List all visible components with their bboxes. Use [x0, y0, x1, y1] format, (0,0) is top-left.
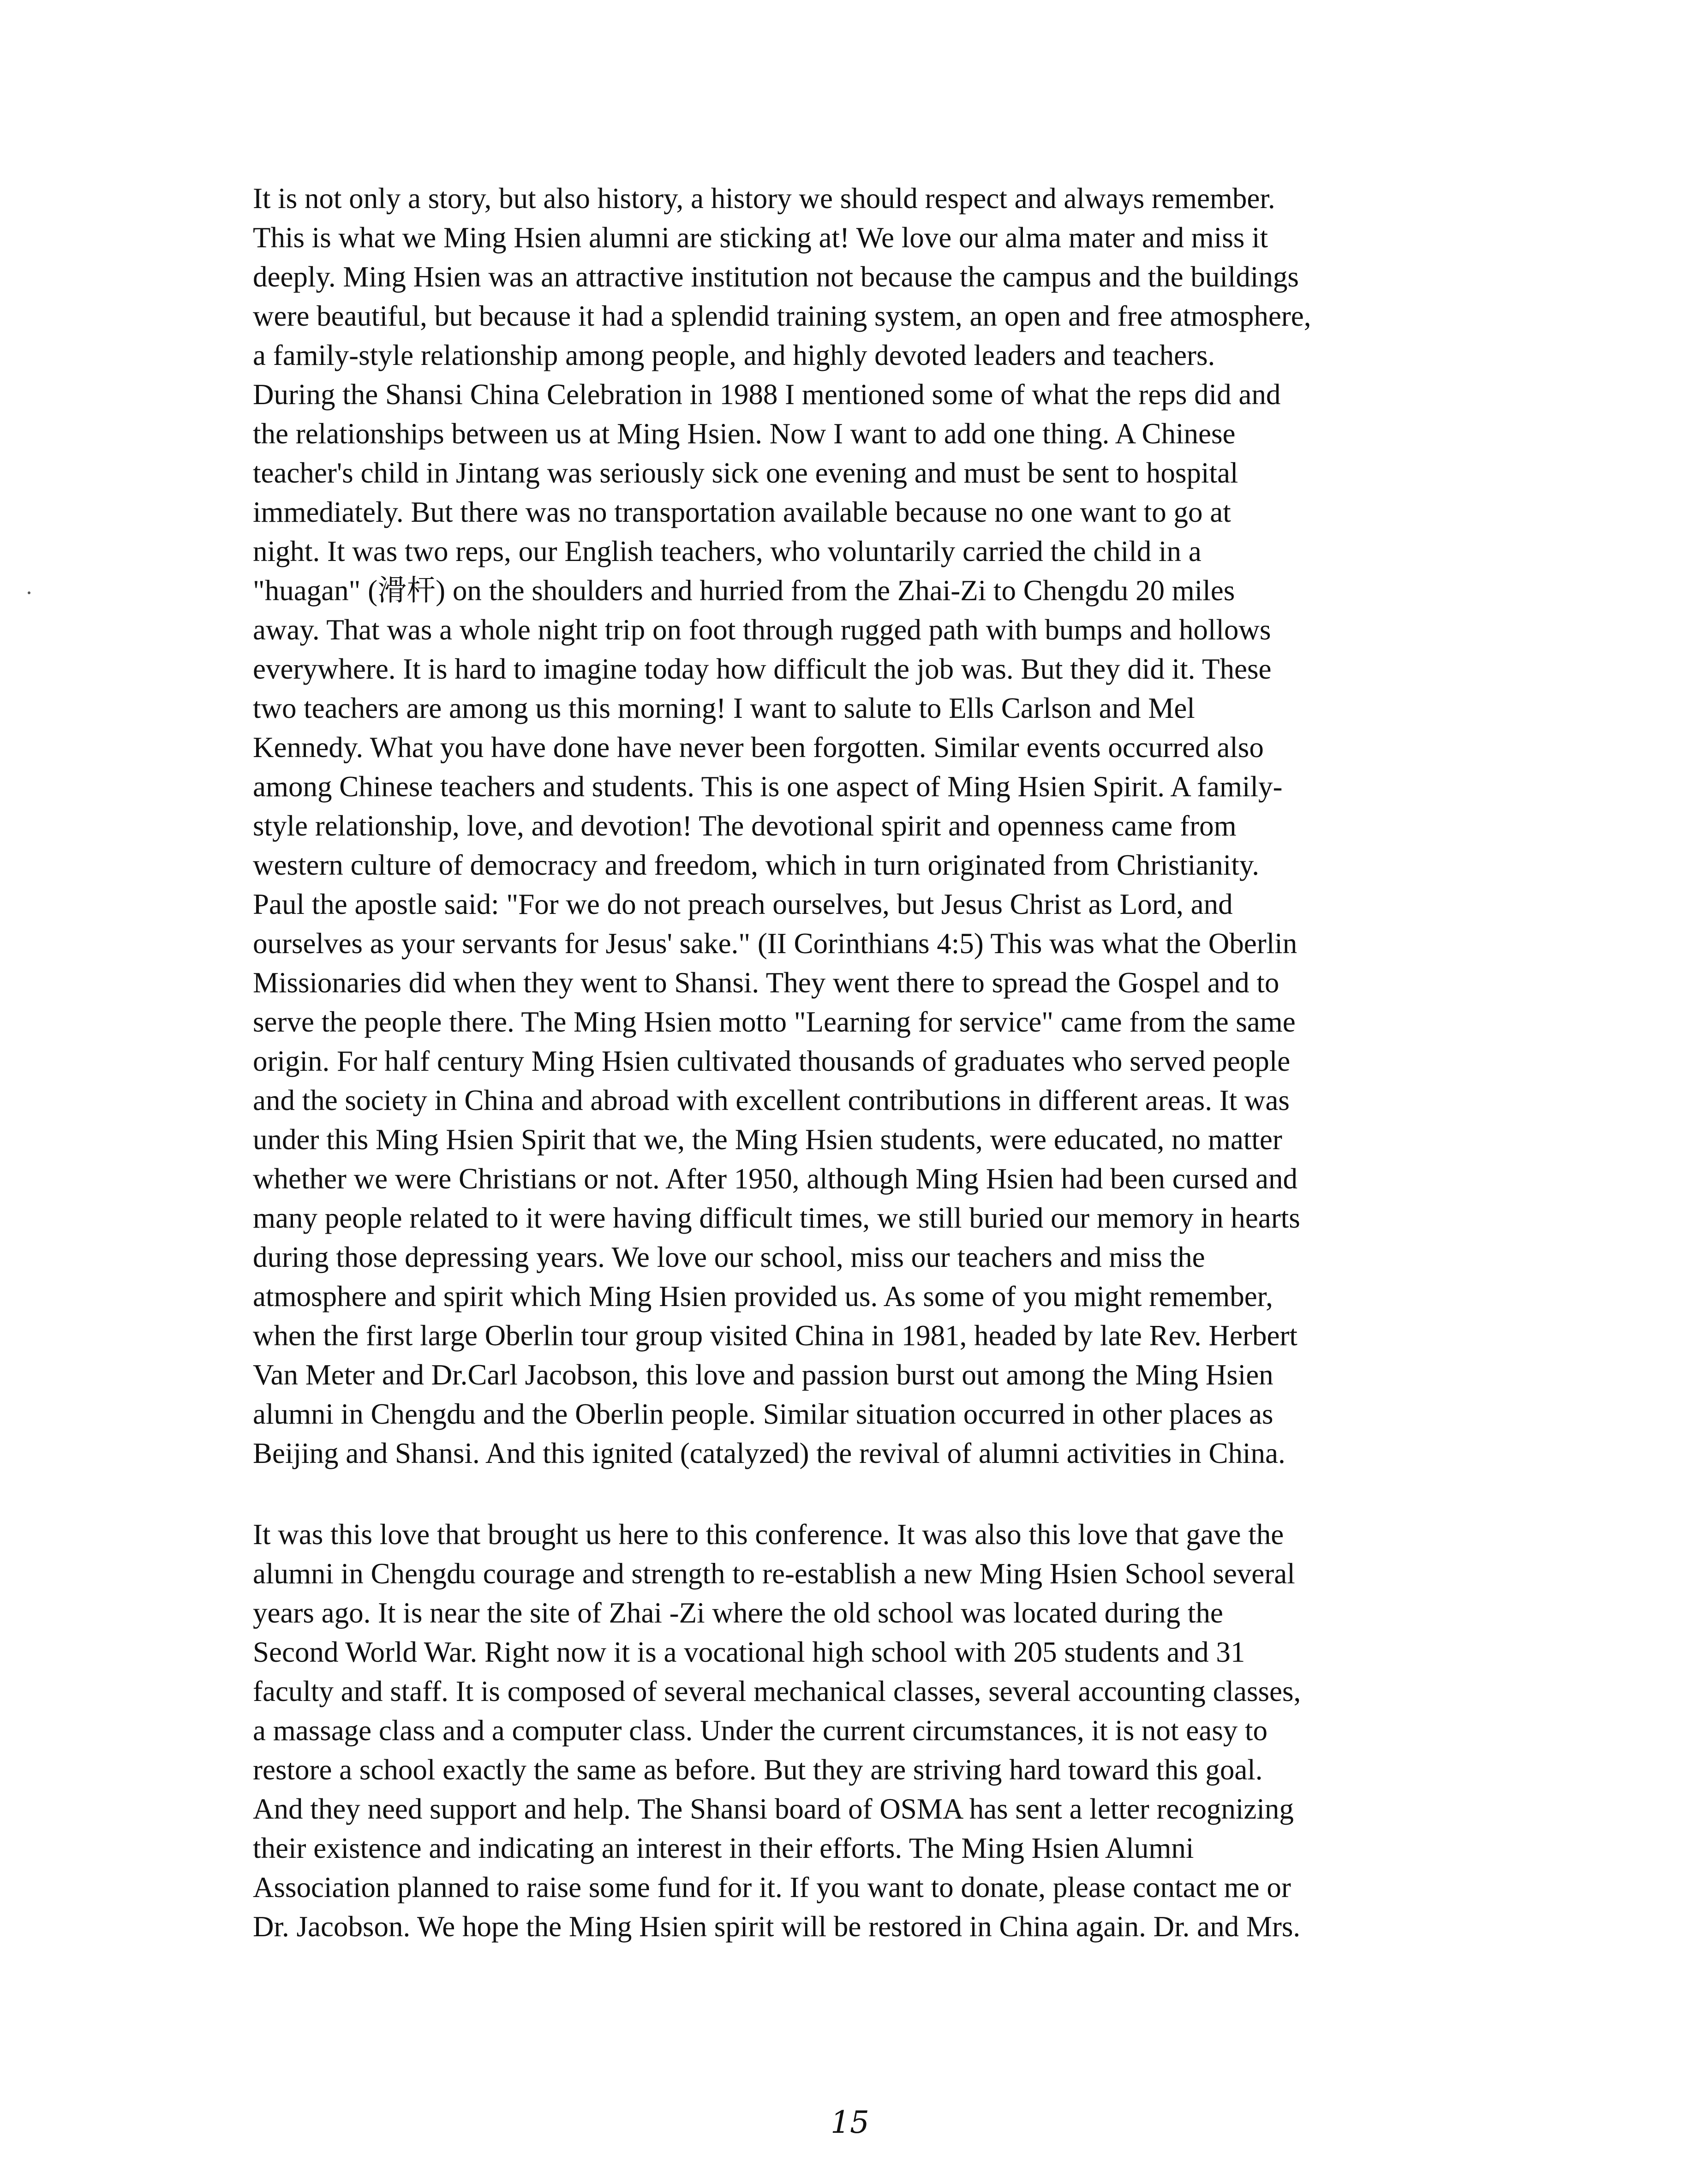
scan-speck	[28, 591, 30, 594]
paragraph-1: It is not only a story, but also history, a history we should respect and always remember. This is what we Ming Hsien alumni are sticking at! We love our alma mater and miss it deeply. Ming Hsien was an attractive institution not because the campus and the buildings were beautiful, but because it had a splendid training system, an open and free atmosphere, a family-style relationship among people, and highly devoted leaders and teachers. During the Shansi China Celebration in 1988 I mentioned some of what the reps did and the relationships between us at Ming Hsien. Now I want to add one thing. A Chinese teacher's child in Jintang was seriously sick one evening and must be sent to hospital immediately. But there was no transportation available because no one want to go at night. It was two reps, our English teachers, who voluntarily carried the child in a "huagan" (滑杆) on the shoulders and hurried from the Zhai-Zi to Chengdu 20 miles away. That was a whole night trip on foot through rugged path with bumps and hollows everywhere. It is hard to imagine today how difficult the job was. But they did it. These two teachers are among us this morning! I want to salute to Ells Carlson and Mel Kennedy. What you have done have never been forgotten. Similar events occurred also among Chinese teachers and students. This is one aspect of Ming Hsien Spirit. A family- style relationship, love, and devotion! The devotional spirit and openness came from western culture of democracy and freedom, which in turn originated from Christianity. Paul the apostle said: "For we do not preach ourselves, but Jesus Christ as Lord, and ourselves as your servants for Jesus' sake." (II Corinthians 4:5) This was what the Oberlin Missionaries did when they went to Shansi. They went there to spread the Gospel and to serve the people there. The Ming Hsien motto "Learning for service" came from the same origin. For half century Ming Hsien cultivated thousands of graduates who served people and the society in China and abroad with excellent contributions in different areas. It was under this Ming Hsien Spirit that we, the Ming Hsien students, were educated, no matter whether we were Christians or not. After 1950, although Ming Hsien had been cursed and many people related to it were having difficult times, we still buried our memory in hearts during those depressing years. We love our school, miss our teachers and miss the atmosphere and spirit which Ming Hsien provided us. As some of you might remember, when the first large Oberlin tour group visited China in 1981, headed by late Rev. Herbert Van Meter and Dr.Carl Jacobson, this love and passion burst out among the Ming Hsien alumni in Chengdu and the Oberlin people. Similar situation occurred in other places as Beijing and Shansi. And this ignited (catalyzed) the revival of alumni activities in China.	[253, 182, 1311, 1469]
page-number: 15	[831, 2105, 869, 2140]
paragraph-2: It was this love that brought us here to this conference. It was also this love that gave the alumni in Chengdu courage and strength to re-establish a new Ming Hsien School several years ago. It is near the site of Zhai -Zi where the old school was located during the Second World War. Right now it is a vocational high school with 205 students and 31 faculty and staff. It is composed of several mechanical classes, several accounting classes, a massage class and a computer class. Under the current circumstances, it is not easy to restore a school exactly the same as before. But they are striving hard toward this goal. And they need support and help. The Shansi board of OSMA has sent a letter recognizing their existence and indicating an interest in their efforts. The Ming Hsien Alumni Association planned to raise some fund for it. If you want to donate, please contact me or Dr. Jacobson. We hope the Ming Hsien spirit will be restored in China again. Dr. and Mrs.	[253, 1518, 1301, 1943]
